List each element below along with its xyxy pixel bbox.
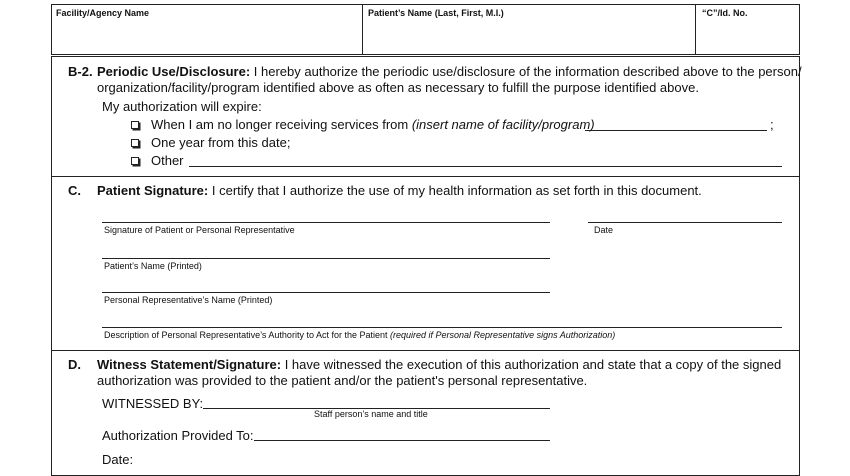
checkbox-one-year[interactable] — [131, 139, 139, 147]
section-b2-text-line2: organization/facility/program identified above as often as necessary to fulfill the purpose identified above. — [97, 80, 699, 95]
section-b2-text-line1: I hereby authorize the periodic use/disclosure of the information described above to the person/ — [250, 64, 802, 79]
staff-person-label: Staff person’s name and title — [314, 409, 428, 419]
rep-authority-label — [104, 330, 615, 340]
section-divider-c-d — [51, 350, 800, 351]
witness-date-label: Date: — [102, 452, 134, 467]
authorization-provided-label: Authorization Provided To: — [102, 428, 254, 443]
rep-authority-italic: (required if Personal Representative signs Authorization) — [390, 330, 616, 340]
other-line[interactable] — [189, 166, 782, 167]
section-d-title: Witness Statement/Signature: — [97, 357, 282, 372]
section-b2-label: B-2. — [68, 64, 93, 79]
signature-line[interactable] — [102, 222, 550, 223]
section-c-label: C. — [68, 183, 81, 198]
signature-label: Signature of Patient or Personal Representative — [104, 225, 295, 235]
section-d-label: D. — [68, 357, 81, 372]
option2-text: One year from this date; — [151, 135, 291, 150]
section-divider-b2-c — [51, 176, 800, 177]
header-divider-1 — [362, 4, 363, 55]
option1-end: ; — [770, 117, 774, 132]
facility-label: Facility/Agency Name — [56, 8, 150, 18]
expire-option-3 — [131, 153, 184, 168]
section-c-text: I certify that I authorize the use of my health information as set forth in this document. — [208, 183, 702, 198]
section-c-title: Patient Signature: — [97, 183, 209, 198]
section-c-paragraph — [97, 183, 702, 198]
patient-name-label: Patient’s Name (Last, First, M.I.) — [368, 8, 504, 18]
rep-authority-line[interactable] — [102, 327, 782, 328]
expire-label: My authorization will expire: — [102, 99, 262, 114]
signature-date-line[interactable] — [588, 222, 782, 223]
section-b2-title: Periodic Use/Disclosure: — [97, 64, 251, 79]
checkbox-no-longer-receiving[interactable] — [131, 121, 139, 129]
signature-date-label: Date — [594, 225, 614, 235]
section-d-text-line1: I have witnessed the execution of this authorization and state that a copy of the signed — [281, 357, 782, 372]
facility-program-line[interactable] — [585, 130, 767, 131]
authorization-provided-line[interactable] — [254, 440, 550, 441]
witnessed-by-label: WITNESSED BY: — [102, 396, 204, 411]
facility-field[interactable] — [53, 20, 360, 53]
checkbox-other[interactable] — [131, 157, 139, 165]
rep-name-printed-line[interactable] — [102, 292, 550, 293]
section-d-text-line2: authorization was provided to the patient and/or the patient's personal representative. — [97, 373, 588, 388]
patient-name-printed-line[interactable] — [102, 258, 550, 259]
section-d-paragraph — [97, 357, 781, 372]
expire-option-2 — [131, 135, 290, 150]
id-number-label: “C”/Id. No. — [702, 8, 748, 18]
section-b2-paragraph — [97, 64, 802, 79]
expire-option-1 — [131, 117, 595, 132]
header-divider-2 — [695, 4, 696, 55]
rep-name-printed-label: Personal Representative’s Name (Printed) — [104, 295, 273, 305]
patient-name-printed-label: Patient’s Name (Printed) — [104, 261, 202, 271]
option1-text: When I am no longer receiving services from — [151, 117, 412, 132]
rep-authority-text: Description of Personal Representative’s Authority to Act for the Patient — [104, 330, 390, 340]
id-number-field[interactable] — [698, 20, 798, 53]
patient-name-field[interactable] — [365, 20, 693, 53]
option3-text: Other — [151, 153, 184, 168]
option1-italic: (insert name of facility/program) — [411, 117, 595, 132]
